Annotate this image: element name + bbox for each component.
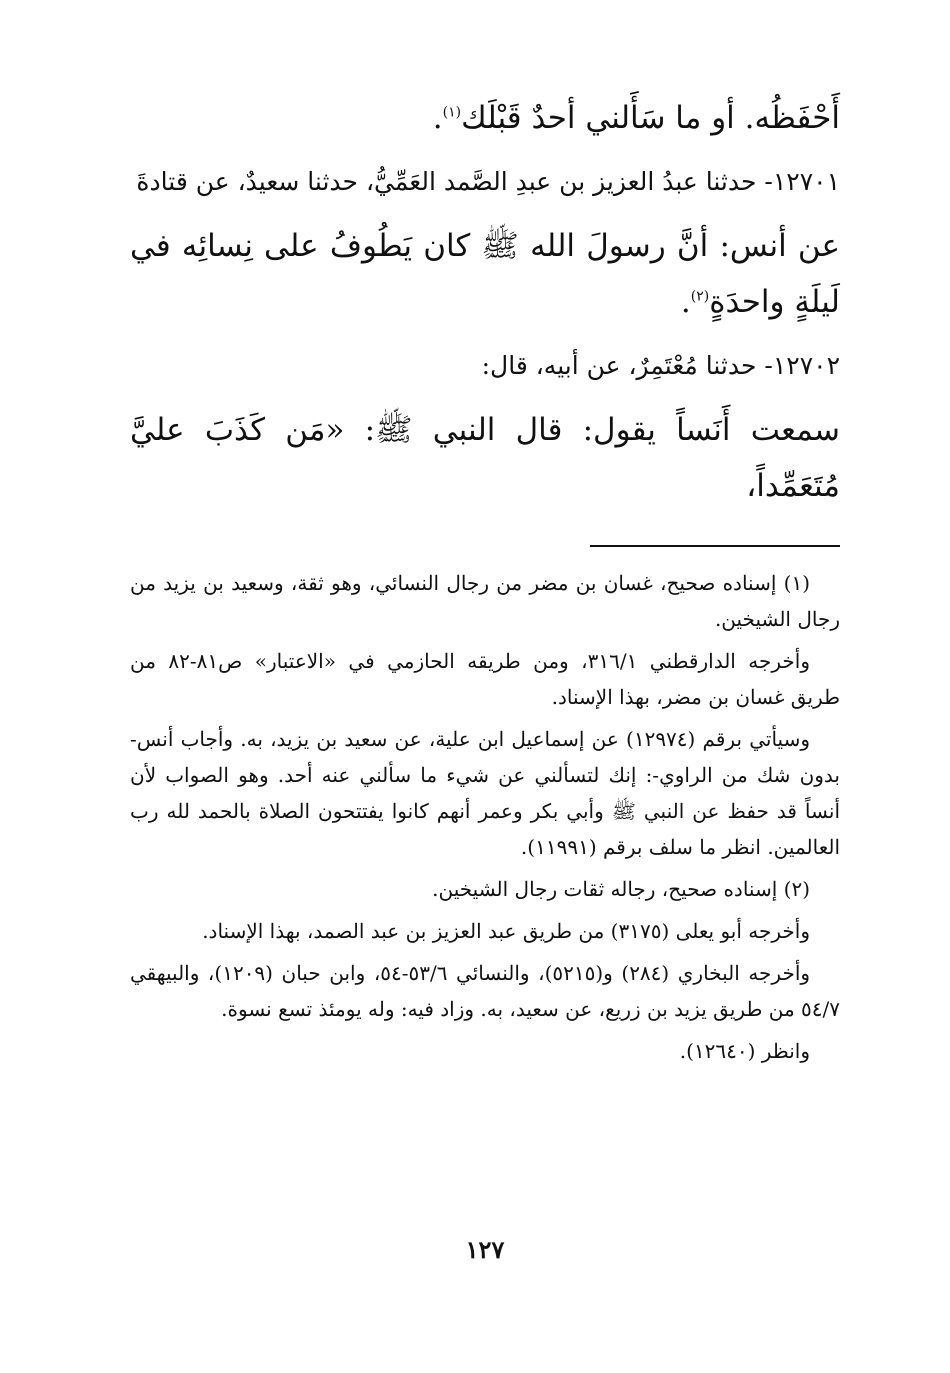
footnote-paragraph: وأخرجه الدارقطني ٣١٦/١، ومن طريقه الحازمي في «الاعتبار» ص٨١-٨٢ من طريق غسان بن مضر، بهذا الإسناد.	[130, 649, 840, 709]
isnad-text: حدثنا مُعْتَمِرٌ، عن أبيه، قال:	[481, 351, 757, 380]
continuation-text: أَحْفَظُه. أو ما سَأَلني أحدٌ قَبْلَك	[461, 100, 840, 136]
hadith-12701-isnad	[130, 160, 840, 204]
isnad-text: حدثنا عبدُ العزيز بن عبدِ الصَّمد العَمِّيُّ، حدثنا سعيدٌ، عن قتادةَ	[136, 167, 757, 196]
footnote-divider	[590, 545, 840, 547]
hadith-12702-matn	[130, 402, 840, 514]
footnote-paragraph: وسيأتي برقم (١٢٩٧٤) عن إسماعيل ابن علية، عن سعيد بن يزيد، به. وأجاب أنس- بدون شك من الراوي-: إنك لتسألني عن شيء ما سألني عنه أحد. وهو الصواب لأن أنساً قد حفظ عن النبي ﷺ وأبي بكر وعمر أنهم كانوا يفتتحون الصلاة بالحمد لله رب العالمين. انظر ما سلف برقم (١١٩٩١).	[130, 727, 840, 859]
matn-text: عن أنس: أنَّ رسولَ الله ﷺ كان يَطُوفُ على نِسائِه في لَيلَةٍ واحدَةٍ	[130, 228, 840, 320]
footnote-paragraph: وانظر (١٢٦٤٠).	[679, 1039, 810, 1063]
hadith-number: ١٢٧٠١-	[764, 167, 840, 196]
hadith-12702-isnad	[130, 344, 840, 388]
matn-end: .	[680, 284, 691, 320]
footnote-paragraph: (٢) إسناده صحيح، رجاله ثقات رجال الشيخين.	[432, 877, 810, 901]
footnote-paragraph: وأخرجه أبو يعلى (٣١٧٥) من طريق عبد العزيز بن عبد الصمد، بهذا الإسناد.	[202, 919, 810, 943]
footnote-ref-1: (١)	[442, 104, 462, 121]
matn-text: سمعت أَنَساً يقول: قال النبي ﷺ: «مَن كَذَبَ عليَّ مُتَعَمِّداً،	[130, 412, 840, 504]
footnote-paragraph: (١) إسناده صحيح، غسان بن مضر من رجال النسائي، وهو ثقة، وسعيد بن يزيد من رجال الشيخين.	[130, 571, 840, 631]
hadith-number: ١٢٧٠٢-	[764, 351, 840, 380]
hadith-12701-matn	[130, 218, 840, 330]
continuation-end: .	[432, 100, 443, 136]
footnote-ref-2: (٢)	[690, 288, 710, 305]
page-number: ١٢٧	[465, 1235, 505, 1264]
main-text	[130, 90, 840, 514]
footnotes	[130, 565, 840, 1075]
footnote-paragraph: وأخرجه البخاري (٢٨٤) و(٥٢١٥)، والنسائي ٥٣/٦-٥٤، وابن حبان (١٢٠٩)، والبيهقي ٥٤/٧ من طريق يزيد بن زريع، عن سعيد، به. وزاد فيه: وله يومئذ تسع نسوة.	[130, 961, 840, 1021]
book-page	[130, 90, 840, 1310]
continuation-line	[130, 90, 840, 146]
